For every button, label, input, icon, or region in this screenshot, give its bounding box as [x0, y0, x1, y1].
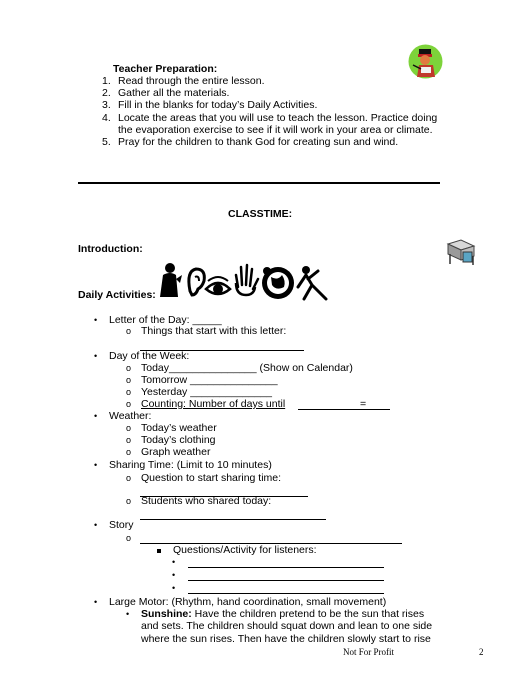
listener-question-blank-2[interactable] [188, 569, 384, 581]
sub-bullet: o [126, 473, 132, 483]
teacher-prep-numbers [102, 75, 111, 148]
sub-bullet: o [126, 375, 132, 385]
day-of-week: Day of the Week: [109, 350, 190, 362]
eye-icon [206, 277, 230, 294]
bullet: • [94, 351, 98, 361]
prep-number-4: 4. [102, 111, 111, 124]
weather-label: Weather: [109, 410, 152, 422]
story-blank[interactable] [140, 532, 402, 544]
senses-icons [158, 261, 330, 303]
bullet: • [172, 570, 176, 580]
todays-weather: Today’s weather [141, 422, 217, 434]
things-start-label: Things that start with this letter: [141, 325, 287, 337]
today-field: Today_______________ (Show on Calendar) [141, 362, 353, 374]
footer-text: Not For Profit [343, 647, 395, 657]
sub-bullet: o [126, 363, 132, 373]
stretching-figure-icon [298, 266, 326, 299]
sub-bullet: o [126, 326, 132, 336]
teacher-icon [407, 43, 444, 80]
prep-item-4: Locate the areas that you will use to teach the lesson. Practice doing [118, 111, 438, 124]
sub-bullet: o [126, 423, 132, 433]
sub-bullet: o [126, 496, 132, 506]
prep-number-2: 2. [102, 87, 111, 100]
prep-item-5: Pray for the children to thank God for creating sun and wind. [118, 136, 399, 149]
sub-bullet: o [126, 447, 132, 457]
counting-blank[interactable] [298, 398, 390, 410]
teacher-prep-heading: Teacher Preparation: [113, 63, 218, 75]
square-bullet [157, 549, 161, 553]
teacher-prep-list [118, 75, 437, 148]
listener-question-blank-1[interactable] [188, 556, 384, 568]
prep-item-2: Gather all the materials. [118, 87, 230, 100]
sub-bullet: o [126, 435, 132, 445]
graph-weather: Graph weather [141, 446, 211, 458]
page-number: 2 [479, 647, 484, 657]
prep-number-1: 1. [102, 75, 111, 87]
classtime-heading: CLASSTIME: [228, 208, 293, 220]
prep-item-1: Read through the entire lesson. [118, 75, 265, 87]
hand-icon [236, 265, 258, 295]
sunshine-line-1: Have the children pretend to be the sun that rises [191, 608, 425, 620]
large-motor-label: Large Motor: (Rhythm, hand coordination, small movement) [109, 596, 387, 608]
prep-item-3: Fill in the blanks for today’s Daily Activities. [118, 99, 318, 112]
desk-icon [445, 238, 477, 266]
yesterday-field: Yesterday ______________ [141, 386, 272, 398]
tomorrow-field: Tomorrow _______________ [141, 374, 278, 386]
sunshine-label: Sunshine: [141, 608, 192, 620]
bullet: • [94, 460, 98, 470]
bullet: • [94, 315, 98, 325]
students-shared-blank[interactable] [140, 508, 326, 520]
sunshine-line-3: where the sun rises. Then have the children slowly start to rise [141, 632, 431, 645]
globe-icon [262, 267, 294, 299]
todays-clothing: Today’s clothing [141, 434, 216, 446]
introduction-heading: Introduction: [78, 243, 143, 255]
students-shared-label: Students who shared today: [141, 495, 272, 507]
letter-of-day: Letter of the Day: _____ [109, 314, 222, 326]
praying-child-icon [160, 263, 182, 297]
counting-equals: = [360, 398, 367, 410]
questions-activity-label: Questions/Activity for listeners: [173, 544, 317, 556]
sub-bullet: o [126, 387, 132, 397]
bullet: • [94, 597, 98, 607]
bullet: • [94, 411, 98, 421]
prep-number-3: 3. [102, 99, 111, 112]
bullet: • [126, 609, 130, 619]
story-label: Story [109, 519, 134, 531]
daily-activities-heading: Daily Activities: [78, 289, 156, 301]
bullet: • [172, 583, 176, 593]
bullet: • [172, 557, 176, 567]
counting-field: Counting: Number of days until [141, 398, 286, 410]
bullet: • [94, 520, 98, 530]
listener-question-blank-3[interactable] [188, 582, 384, 594]
ear-icon [189, 269, 204, 295]
sunshine-activity [141, 608, 432, 645]
section-divider [78, 182, 440, 184]
sharing-time: Sharing Time: (Limit to 10 minutes) [109, 459, 272, 471]
sub-bullet: o [126, 399, 132, 409]
prep-number-5: 5. [102, 136, 111, 149]
question-start-label: Question to start sharing time: [141, 472, 282, 484]
sub-bullet: o [126, 533, 132, 543]
prep-item-4-cont: the evaporation exercise to see if it will work in your area or climate. [118, 123, 433, 136]
sunshine-line-2: and sets. The children should squat down and lean to one side [141, 620, 433, 633]
